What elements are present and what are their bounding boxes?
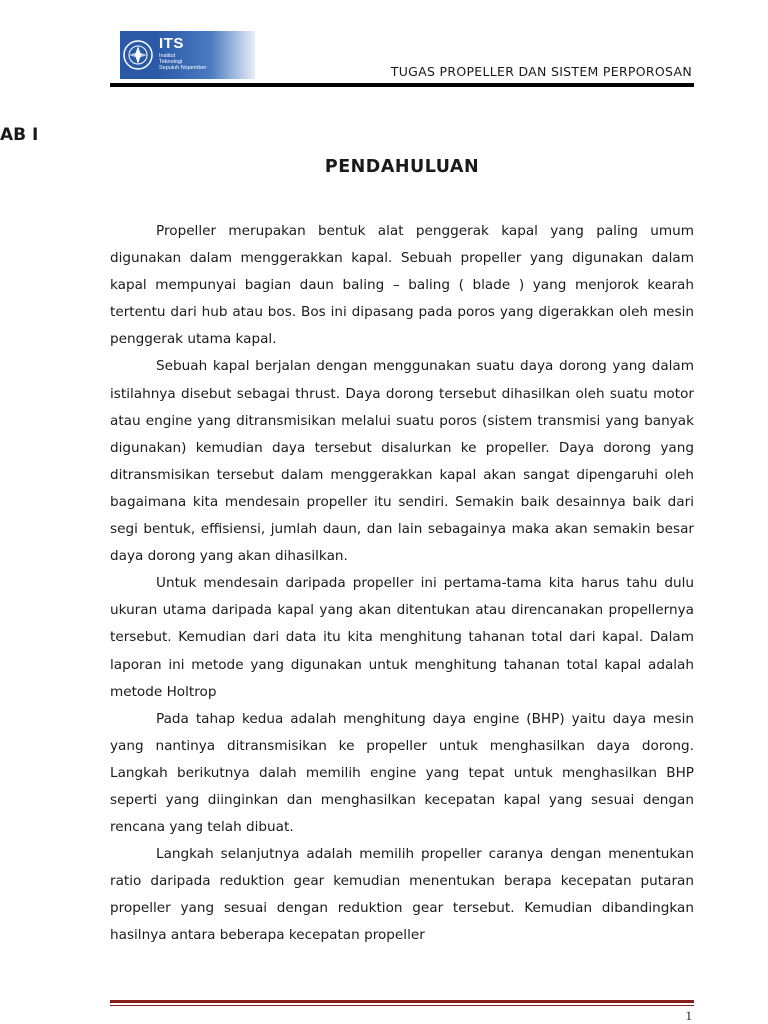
paragraph: Sebuah kapal berjalan dengan menggunakan suatu daya dorong yang dalam istilahnya disebut sebagai thrust. Daya dorong tersebut dihasilkan oleh suatu motor atau engine yang ditransmisikan melalui suatu poros (sistem transmisi yang banyak digunakan) kemudian daya tersebut disalurkan ke propeller. Daya dorong yang ditransmisikan tersebut dalam menggerakkan kapal akan sangat dipengaruhi oleh bagaimana kita mendesain propeller itu sendiri. Semakin baik desainnya baik dari segi bentuk, effisiensi, jumlah daun, dan lain sebagainya maka akan semakin besar daya dorong yang akan dihasilkan.: [110, 358, 694, 565]
chapter-label: AB I: [0, 125, 39, 145]
its-emblem-icon: [120, 31, 156, 79]
logo-name: ITS: [159, 35, 184, 52]
page-number: 1: [685, 1008, 692, 1023]
its-logo: [120, 31, 255, 79]
body-text: [110, 218, 694, 950]
paragraph: Langkah selanjutnya adalah memilih propeller caranya dengan menentukan ratio daripada reduktion gear kemudian menentukan berapa kecepatan putaran propeller yang sesuai dengan reduktion gear tersebut. Kemudian dibandingkan hasilnya antara beberapa kecepatan propeller: [110, 846, 694, 944]
paragraph: Propeller merupakan bentuk alat penggerak kapal yang paling umum digunakan dalam menggerakkan kapal. Sebuah propeller yang digunakan dalam kapal mempunyai bagian daun baling – baling ( blade ) yang menjorok kearah tertentu dari hub atau bos. Bos ini dipasang pada poros yang digerakkan oleh mesin penggerak utama kapal.: [110, 223, 694, 348]
its-wordmark: [156, 31, 255, 79]
logo-subtitle: Institut Teknologi Sepuluh Nopember: [159, 53, 207, 71]
chapter-title: PENDAHULUAN: [324, 157, 480, 177]
paragraph: Pada tahap kedua adalah menghitung daya engine (BHP) yaitu daya mesin yang nantinya ditransmisikan ke propeller untuk menghasilkan daya dorong. Langkah berikutnya dalah memilih engine yang tepat untuk menghasilkan BHP seperti yang diinginkan dan menghasilkan kecepatan kapal yang sesuai dengan rencana yang telah dibuat.: [110, 710, 694, 836]
paragraph: Untuk mendesain daripada propeller ini pertama-tama kita harus tahu dulu ukuran utama daripada kapal yang akan ditentukan atau direncanakan propellernya tersebut. Kemudian dari data itu kita menghitung tahanan total dari kapal. Dalam laporan ini metode yang digunakan untuk menghitung tahanan total kapal adalah metode Holtrop: [110, 575, 694, 700]
footer-rule: [110, 1000, 694, 1003]
header-rule: [110, 83, 694, 87]
footer-rule-thin: [110, 1005, 694, 1006]
running-header-title: TUGAS PROPELLER DAN SISTEM PERPOROSAN: [390, 64, 692, 79]
